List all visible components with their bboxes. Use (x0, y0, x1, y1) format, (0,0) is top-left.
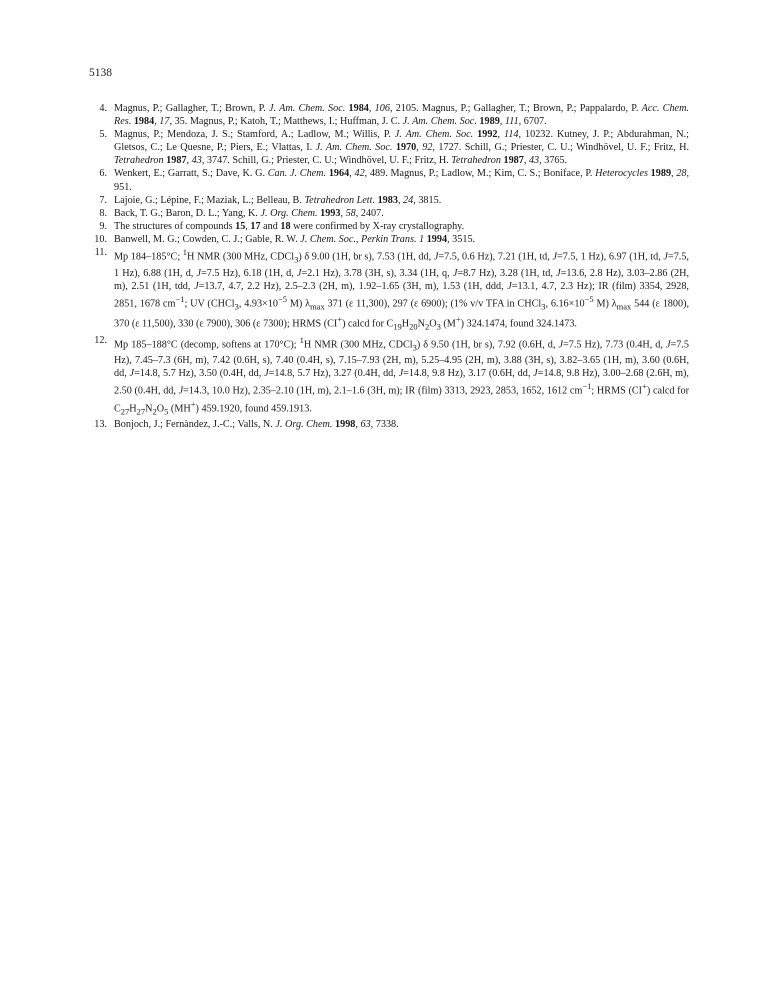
reference-number: 13. (94, 419, 107, 431)
reference-item (89, 194, 689, 207)
reference-number: 8. (99, 207, 107, 219)
reference-text: Wenkert, E.; Garratt, S.; Dave, K. G. Can. J. Chem. 1964, 42, 489. Magnus, P.; Ladlow, M.; Kim, C. S.; Boniface, P. Heterocycles 1989, 28, 951. (114, 168, 690, 193)
page-number: 5138 (89, 67, 112, 79)
reference-item (89, 246, 689, 334)
reference-number: 10. (94, 233, 107, 245)
reference-item (89, 334, 689, 419)
reference-item (89, 102, 689, 128)
reference-item (89, 207, 689, 220)
reference-item (89, 128, 689, 167)
reference-item (89, 418, 689, 431)
reference-text: The structures of compounds 15, 17 and 18 were confirmed by X-ray crystallography. (114, 220, 465, 232)
reference-number: 11. (94, 247, 107, 259)
reference-number: 9. (99, 220, 107, 232)
reference-number: 4. (99, 103, 107, 114)
reference-text: Back, T. G.; Baron, D. L.; Yang, K. J. Org. Chem. 1993, 58, 2407. (114, 207, 384, 219)
reference-number: 12. (94, 334, 107, 346)
reference-text: Magnus, P.; Gallagher, T.; Brown, P. J. Am. Chem. Soc. 1984, 106, 2105. Magnus, P.; Gallagher, T.; Brown, P.; Pappalardo, P. Acc. Chem. Res. 1984, 17, 35. Magnus, P.; Katoh, T.; Matthews, I.; Huffman, J. C. J. Am. Chem. Soc. 1989, 111, 6707. (114, 103, 689, 128)
reference-text: Lajoie, G.; Lépine, F.; Maziak, L.; Belleau, B. Tetrahedron Lett. 1983, 24, 3815. (114, 194, 442, 206)
reference-number: 7. (99, 194, 107, 206)
reference-text: Magnus, P.; Mendoza, J. S.; Stamford, A.; Ladlow, M.; Willis, P. J. Am. Chem. Soc. 1992, 114, 10232. Kutney, J. P.; Abdurahman, N.; Gletsos, C.; Le Quesne, P.; Piers, E.; Vlattas, I. J. Am. Chem. Soc. 1970, 92, 1727. Schill, G.; Priester, C. U.; Windhövel, U. F.; Fritz, H. Tetrahedron 1987, 43, 3747. Schill, G.; Priester, C. U.; Windhövel, U. F.; Fritz, H. Tetrahedron 1987, 43, 3765. (114, 129, 690, 167)
reference-item (89, 167, 689, 193)
reference-text: Mp 185–188°C (decomp, softens at 170°C); $^1$H NMR (300 MHz, CDCl$_3$) δ 9.50 (1H, br s), 7.92 (0.6H, d, J=7.5 Hz), 7.73 (0.4H, d, J=7.5 Hz), 7.45–7.3 (6H, m), 7.42 (0.6H, s), 7.40 (0.4H, s), 7.15–7.93 (2H, m), 5.25–4.95 (2H, m), 3.88 (3H, s), 3.82–3.65 (1H, m), 3.60 (0.6H, dd, J=14.8, 5.7 Hz), 3.50 (0.4H, dd, J=14.8, 5.7 Hz), 3.27 (0.4H, dd, J=14.8, 9.8 Hz), 3.17 (0.6H, dd, J=14.8, 9.8 Hz), 3.00–2.68 (2.6H, m), 2.50 (0.4H, dd, J=14.3, 10.0 Hz), 2.35–2.10 (1H, m), 2.1–1.6 (3H, m); IR (film) 3313, 2923, 2853, 1652, 1612 $cm^{-1}$; HRMS (CI+) calcd for $C_{27}H_{27}N_2O_5$ (MH+) 459.1920, found 459.1913. (114, 334, 689, 417)
reference-item (89, 220, 689, 233)
reference-text: Mp 184–185°C; $^1$H NMR (300 MHz, CDCl$_3$) δ 9.00 (1H, br s), 7.53 (1H, dd, J=7.5, 0.6 Hz), 7.21 (1H, td, J=7.5, 1 Hz), 6.97 (1H, td, J=7.5, 1 Hz), 6.88 (1H, d, J=7.5 Hz), 6.18 (1H, d, J=2.1 Hz), 3.78 (3H, s), 3.34 (1H, q, J=8.7 Hz), 3.28 (1H, td, J=13.6, 2.8 Hz), 3.03–2.86 (2H, m), 2.51 (1H, tdd, J=13.7, 4.7, 2.2 Hz), 2.5–2.3 (2H, m), 1.92–1.65 (3H, m), 1.53 (1H, ddd, J=13.1, 4.7, 2.3 Hz); IR (film) 3354, 2928, 2851, 1678 $cm^{-1}$; UV (CHCl$_3$, $4.93\times 10^{-5}$ M) $\lambda_{max}$ 371 (ε 11,300), 297 (ε 6900); (1% v/v TFA in CHCl$_3$, $6.16\times 10^{-5}$ M) $\lambda_{max}$ 544 (ε 1800), 370 (ε 11,500), 330 (ε 7900), 306 (ε 7300); HRMS (CI+) calcd for $C_{19}H_{20}N_2O_3$ (M+) 324.1474, found 324.1473. (114, 247, 690, 332)
reference-number: 5. (99, 129, 107, 141)
reference-text: Bonjoch, J.; Fernàndez, J.-C.; Valls, N. J. Org. Chem. 1998, 63, 7338. (114, 419, 399, 431)
reference-list (89, 102, 689, 432)
reference-text: Banwell, M. G.; Cowden, C. J.; Gable, R. W. J. Chem. Soc., Perkin Trans. 1 1994, 3515. (114, 233, 476, 245)
reference-item (89, 233, 689, 246)
reference-number: 6. (99, 168, 107, 180)
